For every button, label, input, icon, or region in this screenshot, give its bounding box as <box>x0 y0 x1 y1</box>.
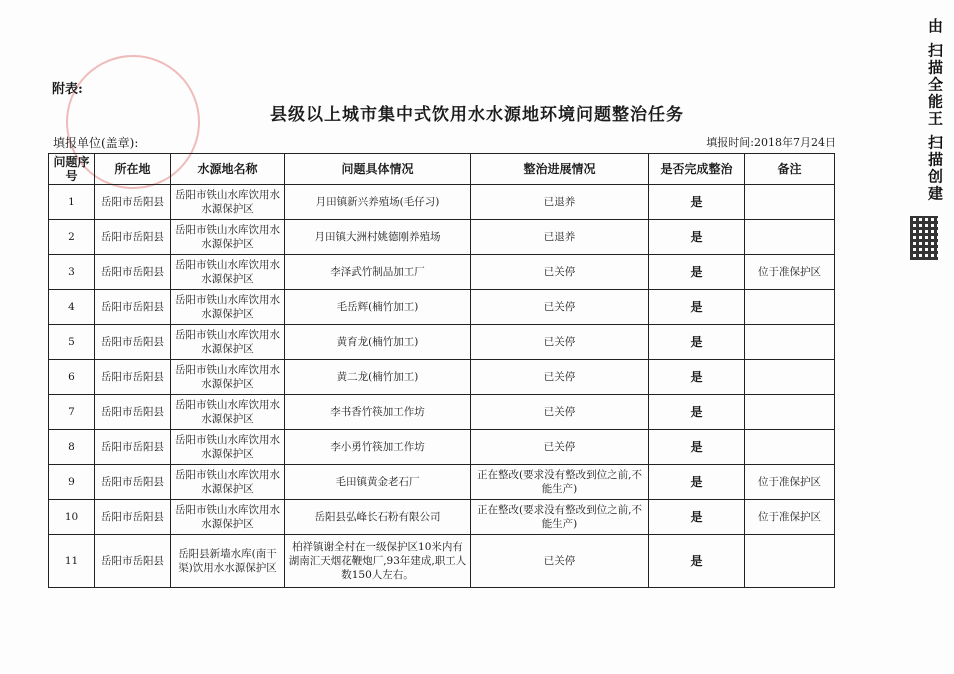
cell-source: 岳阳市铁山水库饮用水水源保护区 <box>171 360 285 395</box>
cell-done: 是 <box>649 395 745 430</box>
page-title: 县级以上城市集中式饮用水水源地环境问题整治任务 <box>270 105 684 125</box>
cell-progress: 已关停 <box>471 255 649 290</box>
cell-source: 岳阳市铁山水库饮用水水源保护区 <box>171 395 285 430</box>
cell-done: 是 <box>649 430 745 465</box>
col-header-issue: 问题具体情况 <box>285 154 471 185</box>
table-row <box>49 220 835 255</box>
cell-issue: 李书香竹筷加工作坊 <box>285 395 471 430</box>
cell-source: 岳阳市铁山水库饮用水水源保护区 <box>171 430 285 465</box>
table-row <box>49 360 835 395</box>
cell-location: 岳阳市岳阳县 <box>95 360 171 395</box>
cell-note <box>745 535 835 588</box>
cell-issue: 月田镇新兴养殖场(毛仔习) <box>285 185 471 220</box>
table-row <box>49 430 835 465</box>
cell-source: 岳阳市铁山水库饮用水水源保护区 <box>171 185 285 220</box>
cell-source: 岳阳市铁山水库饮用水水源保护区 <box>171 465 285 500</box>
cell-note <box>745 290 835 325</box>
fill-time: 填报时间:2018年7月24日 <box>706 136 836 149</box>
cell-note <box>745 360 835 395</box>
cell-issue: 柏祥镇谢全村在一级保护区10米内有湖南汇天烟花鞭炮厂,93年建成,职工人数150人左右。 <box>285 535 471 588</box>
cell-done: 是 <box>649 220 745 255</box>
cell-issue: 李泽武竹制品加工厂 <box>285 255 471 290</box>
cell-issue: 岳阳县弘峰长石粉有限公司 <box>285 500 471 535</box>
table-row <box>49 500 835 535</box>
cell-no: 5 <box>49 325 95 360</box>
cell-progress: 已关停 <box>471 535 649 588</box>
cell-no: 9 <box>49 465 95 500</box>
cell-progress: 已退养 <box>471 220 649 255</box>
cell-progress: 已关停 <box>471 430 649 465</box>
cell-issue: 毛岳辉(楠竹加工) <box>285 290 471 325</box>
attachment-prefix: 附表: <box>52 82 83 97</box>
cell-location: 岳阳市岳阳县 <box>95 255 171 290</box>
cell-no: 1 <box>49 185 95 220</box>
cell-done: 是 <box>649 465 745 500</box>
cell-location: 岳阳市岳阳县 <box>95 290 171 325</box>
cell-no: 10 <box>49 500 95 535</box>
cell-no: 2 <box>49 220 95 255</box>
fill-unit-label: 填报单位(盖章): <box>53 136 139 150</box>
cell-source: 岳阳市铁山水库饮用水水源保护区 <box>171 500 285 535</box>
cell-progress: 正在整改(要求没有整改到位之前,不能生产) <box>471 500 649 535</box>
table-row <box>49 465 835 500</box>
cell-issue: 月田镇大洲村姚德刚养殖场 <box>285 220 471 255</box>
cell-no: 8 <box>49 430 95 465</box>
cell-note: 位于准保护区 <box>745 465 835 500</box>
cell-source: 岳阳县新墙水库(南干渠)饮用水水源保护区 <box>171 535 285 588</box>
cell-issue: 毛田镇黄金老石厂 <box>285 465 471 500</box>
cell-no: 6 <box>49 360 95 395</box>
cell-progress: 已关停 <box>471 325 649 360</box>
cell-issue: 黄育龙(楠竹加工) <box>285 325 471 360</box>
cell-done: 是 <box>649 325 745 360</box>
col-header-no: 问题序号 <box>49 154 95 185</box>
cell-source: 岳阳市铁山水库饮用水水源保护区 <box>171 290 285 325</box>
cell-note <box>745 325 835 360</box>
col-header-location: 所在地 <box>95 154 171 185</box>
cell-note <box>745 430 835 465</box>
cell-note <box>745 220 835 255</box>
cell-location: 岳阳市岳阳县 <box>95 465 171 500</box>
cell-done: 是 <box>649 255 745 290</box>
cell-location: 岳阳市岳阳县 <box>95 395 171 430</box>
cell-no: 4 <box>49 290 95 325</box>
rectification-table <box>48 153 835 588</box>
cell-location: 岳阳市岳阳县 <box>95 220 171 255</box>
cell-done: 是 <box>649 500 745 535</box>
cell-note: 位于准保护区 <box>745 500 835 535</box>
table-row <box>49 325 835 360</box>
cell-source: 岳阳市铁山水库饮用水水源保护区 <box>171 325 285 360</box>
cell-done: 是 <box>649 290 745 325</box>
cell-done: 是 <box>649 360 745 395</box>
cell-no: 3 <box>49 255 95 290</box>
col-header-done: 是否完成整治 <box>649 154 745 185</box>
cell-done: 是 <box>649 535 745 588</box>
cell-source: 岳阳市铁山水库饮用水水源保护区 <box>171 220 285 255</box>
cell-location: 岳阳市岳阳县 <box>95 500 171 535</box>
col-header-progress: 整治进展情况 <box>471 154 649 185</box>
table-row <box>49 290 835 325</box>
qr-code <box>910 216 938 260</box>
table-row <box>49 255 835 290</box>
cell-done: 是 <box>649 185 745 220</box>
cell-no: 7 <box>49 395 95 430</box>
col-header-note: 备注 <box>745 154 835 185</box>
cell-location: 岳阳市岳阳县 <box>95 535 171 588</box>
cell-progress: 已关停 <box>471 360 649 395</box>
cell-issue: 李小勇竹筷加工作坊 <box>285 430 471 465</box>
cell-progress: 已关停 <box>471 395 649 430</box>
cell-issue: 黄二龙(楠竹加工) <box>285 360 471 395</box>
table-row <box>49 535 835 588</box>
table-header-row <box>49 154 835 185</box>
cell-no: 11 <box>49 535 95 588</box>
cell-note: 位于准保护区 <box>745 255 835 290</box>
scanner-watermark: 由 扫描全能王 扫描创建 <box>926 18 944 203</box>
cell-source: 岳阳市铁山水库饮用水水源保护区 <box>171 255 285 290</box>
cell-location: 岳阳市岳阳县 <box>95 185 171 220</box>
cell-location: 岳阳市岳阳县 <box>95 325 171 360</box>
cell-progress: 正在整改(要求没有整改到位之前,不能生产) <box>471 465 649 500</box>
table-row <box>49 395 835 430</box>
cell-location: 岳阳市岳阳县 <box>95 430 171 465</box>
col-header-source: 水源地名称 <box>171 154 285 185</box>
cell-note <box>745 395 835 430</box>
cell-note <box>745 185 835 220</box>
cell-progress: 已关停 <box>471 290 649 325</box>
table-row <box>49 185 835 220</box>
cell-progress: 已退养 <box>471 185 649 220</box>
